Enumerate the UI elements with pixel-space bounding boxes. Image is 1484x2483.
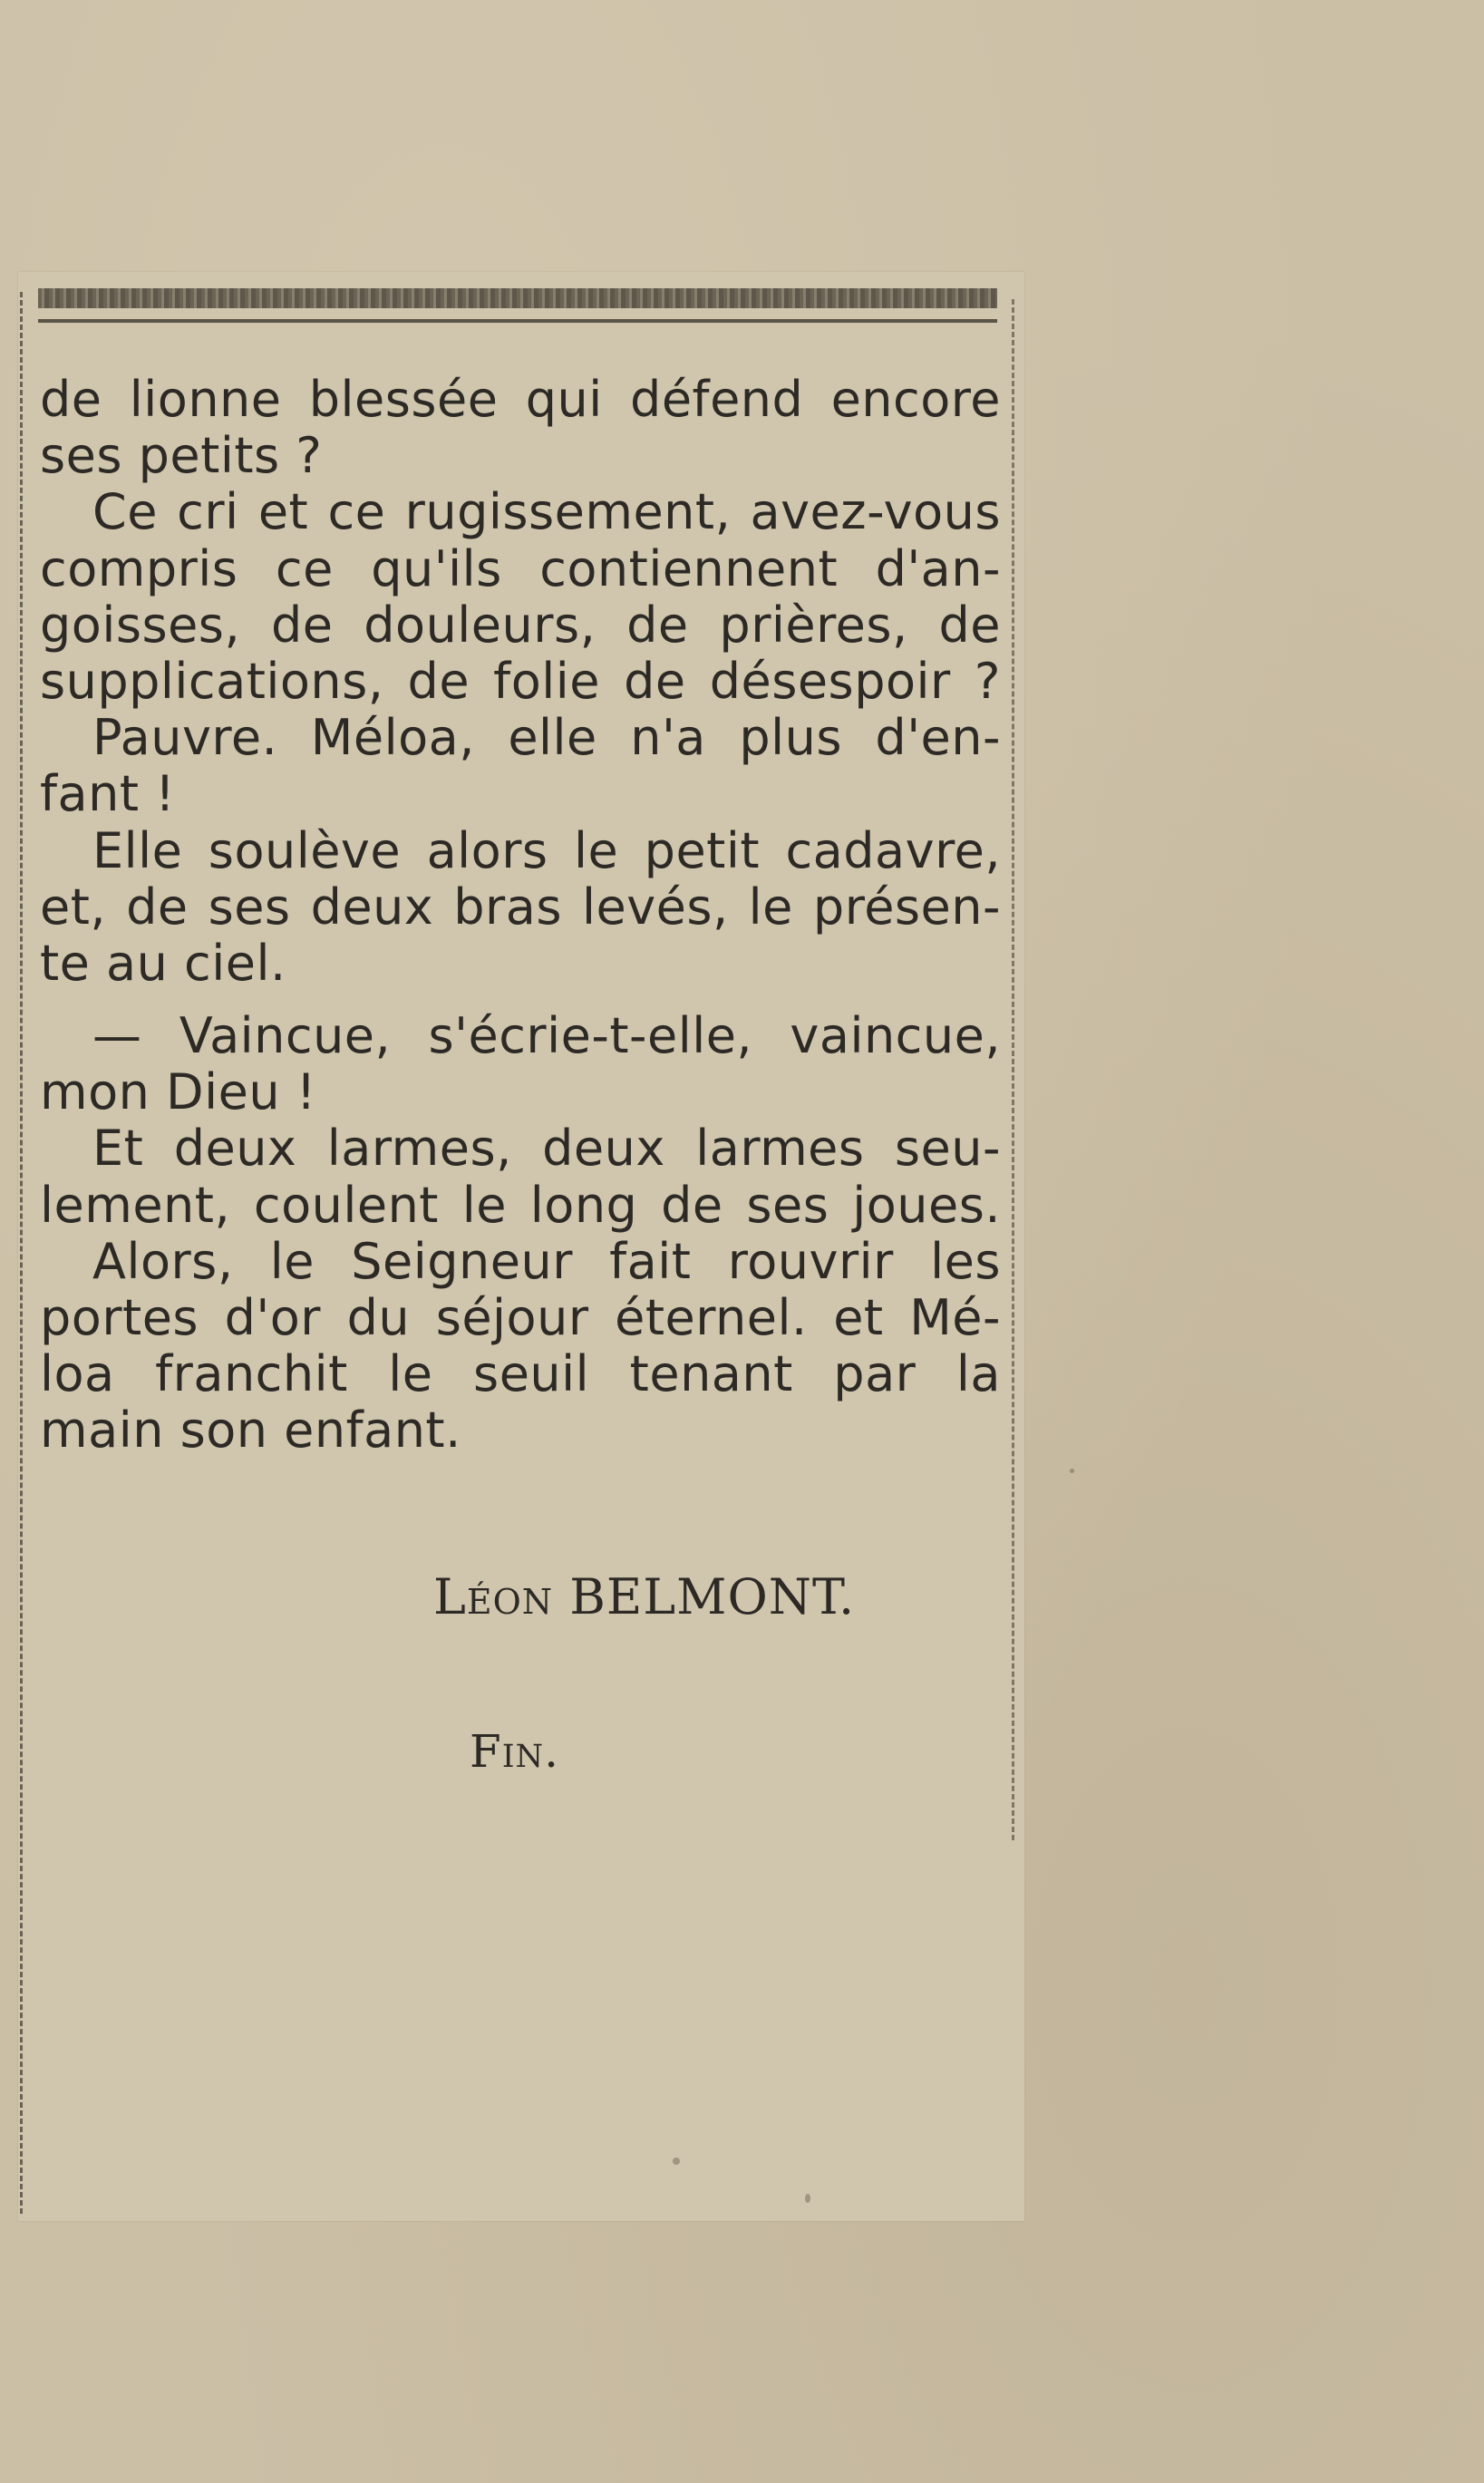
article-line: — Vaincue, s'écrie-t-elle, vaincue, [92, 1007, 1001, 1065]
article-line: ses petits ? [40, 427, 323, 485]
paper-speck [673, 2158, 680, 2165]
article-line: portes d'or du séjour éternel. et Mé- [40, 1289, 1001, 1346]
clipping-top-rule [38, 319, 997, 323]
signature-last-name: BELMONT. [569, 1568, 856, 1625]
article-line: fant ! [40, 765, 176, 823]
article-line: et, de ses deux bras levés, le présen- [40, 878, 1001, 936]
article-line: de lionne blessée qui défend encore [40, 371, 1001, 428]
article-line: Pauvre. Méloa, elle n'a plus d'en- [92, 709, 1001, 767]
clipping-left-edge [20, 292, 23, 2214]
article-line: supplications, de folie de désespoir ? [40, 652, 1001, 710]
article-line: goisses, de douleurs, de prières, de [40, 596, 1001, 654]
signature-first-name: Léon [433, 1568, 554, 1625]
article-line: mon Dieu ! [40, 1063, 316, 1121]
article-line: compris ce qu'ils contiennent d'an- [40, 539, 1001, 597]
article-line: Et deux larmes, deux larmes seu- [92, 1120, 1001, 1178]
article-line: lement, coulent le long de ses joues. [40, 1176, 1001, 1234]
article-line: loa franchit le seuil tenant par la [40, 1345, 1001, 1403]
paper-speck [805, 2194, 810, 2203]
article-line: main son enfant. [40, 1402, 461, 1460]
clipping-right-edge [1012, 299, 1014, 1840]
article-line: Ce cri et ce rugissement, avez-vous [92, 483, 1001, 541]
article-line: Elle soulève alors le petit cadavre, [92, 821, 1001, 879]
article-text [40, 372, 1001, 1460]
end-mark: Fin. [470, 1725, 560, 1778]
article-line: te au ciel. [40, 934, 286, 992]
signature [433, 1568, 855, 1625]
paper-speck [1070, 1469, 1074, 1473]
article-line: Alors, le Seigneur fait rouvrir les [92, 1232, 1001, 1290]
clipping-top-band [38, 288, 997, 308]
